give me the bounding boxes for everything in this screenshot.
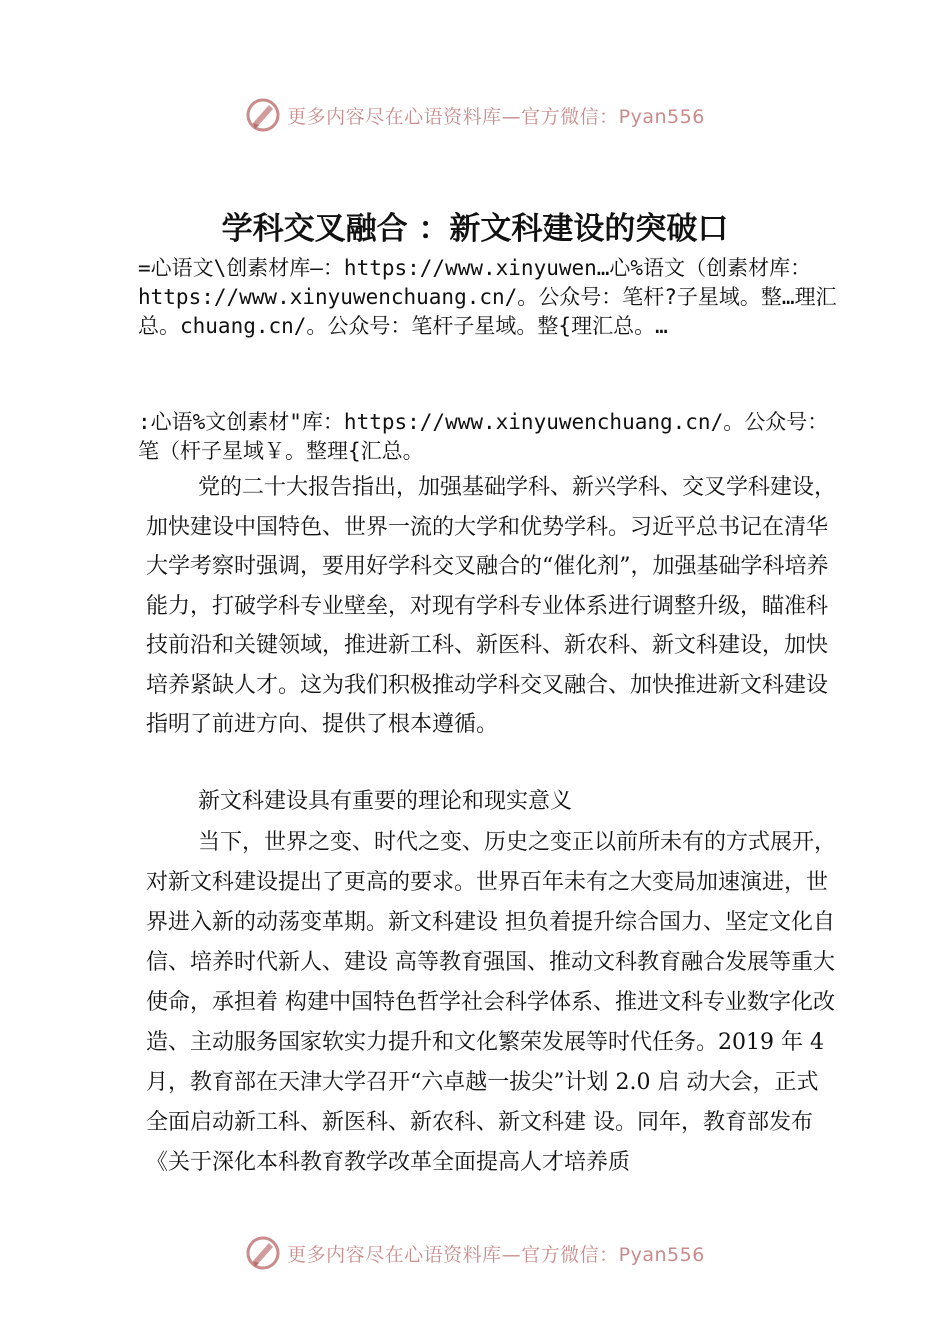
document-title: 学科交叉融合 ：新文科建设的突破口 bbox=[221, 211, 729, 247]
watermark-text: 更多内容尽在心语资料库—官方微信：Pyan556 bbox=[287, 1243, 705, 1266]
source-note-2: :心语%文创素材"库：https://www.xinyuwenchuang.cn/。公众号：笔（杆子星域￥。整理{汇总。 bbox=[138, 410, 829, 463]
subheading bbox=[146, 784, 836, 820]
pen-logo-icon bbox=[245, 97, 281, 133]
paragraph-1 bbox=[146, 468, 836, 745]
subheading-text: 新文科建设具有重要的理论和现实意义 bbox=[198, 789, 573, 814]
watermark-text: 更多内容尽在心语资料库—官方微信：Pyan556 bbox=[287, 105, 705, 128]
source-note-1: =心语文\创素材库—：https://www.xinyuwen…心%语文（创素材库：https://www.xinyuwenchuang.cn/。公众号：笔杆?子星域。整…理汇总。chuang.cn/。公众号：笔杆子星域。整{理汇总。… bbox=[138, 256, 837, 338]
paragraph-3 bbox=[146, 823, 836, 1183]
pen-logo-icon bbox=[245, 1235, 281, 1271]
watermark-banner-top bbox=[0, 95, 950, 135]
paragraph-1-text: 党的二十大报告指出，加强基础学科、新兴学科、交叉学科建设，加快建设中国特色、世界一流的大学和优势学科。习近平总书记在清华大学考察时强调，要用好学科交叉融合的“催化剂”，加强基础学科培养能力，打破学科专业壁垒，对现有学科专业体系进行调整升级，瞄准科技前沿和关键领域，推进新工科、新医科、新农科、新文科建设，加快培养紧缺人才。这为我们积极推动学科交叉融合、加快推进新文科建设指明了前进方向、提供了根本遵循。 bbox=[146, 475, 837, 737]
watermark-banner-bottom bbox=[0, 1233, 950, 1273]
paragraph-3-text: 当下，世界之变、时代之变、历史之变正以前所未有的方式展开，对新文科建设提出了更高的要求。世界百年未有之大变局加速演进，世界进入新的动荡变革期。新文科建设 担负着提升综合国力、坚定文化自信、培养时代新人、建设 高等教育强国、推动文科教育融合发展等重大使命，承担着 构建中国特色哲学社会科学体系、推进文科专业数字化改造、主动服务国家软实力提升和文化繁荣发展等时代任务。2019 年 4 月，教育部在天津大学召开“六卓越一拔尖”计划 2.0 启 动大会，正式全面启动新工科、新医科、新农科、新文科建 设。同年，教育部发布《关于深化本科教育教学改革全面提高人才培养质 bbox=[146, 830, 837, 1175]
